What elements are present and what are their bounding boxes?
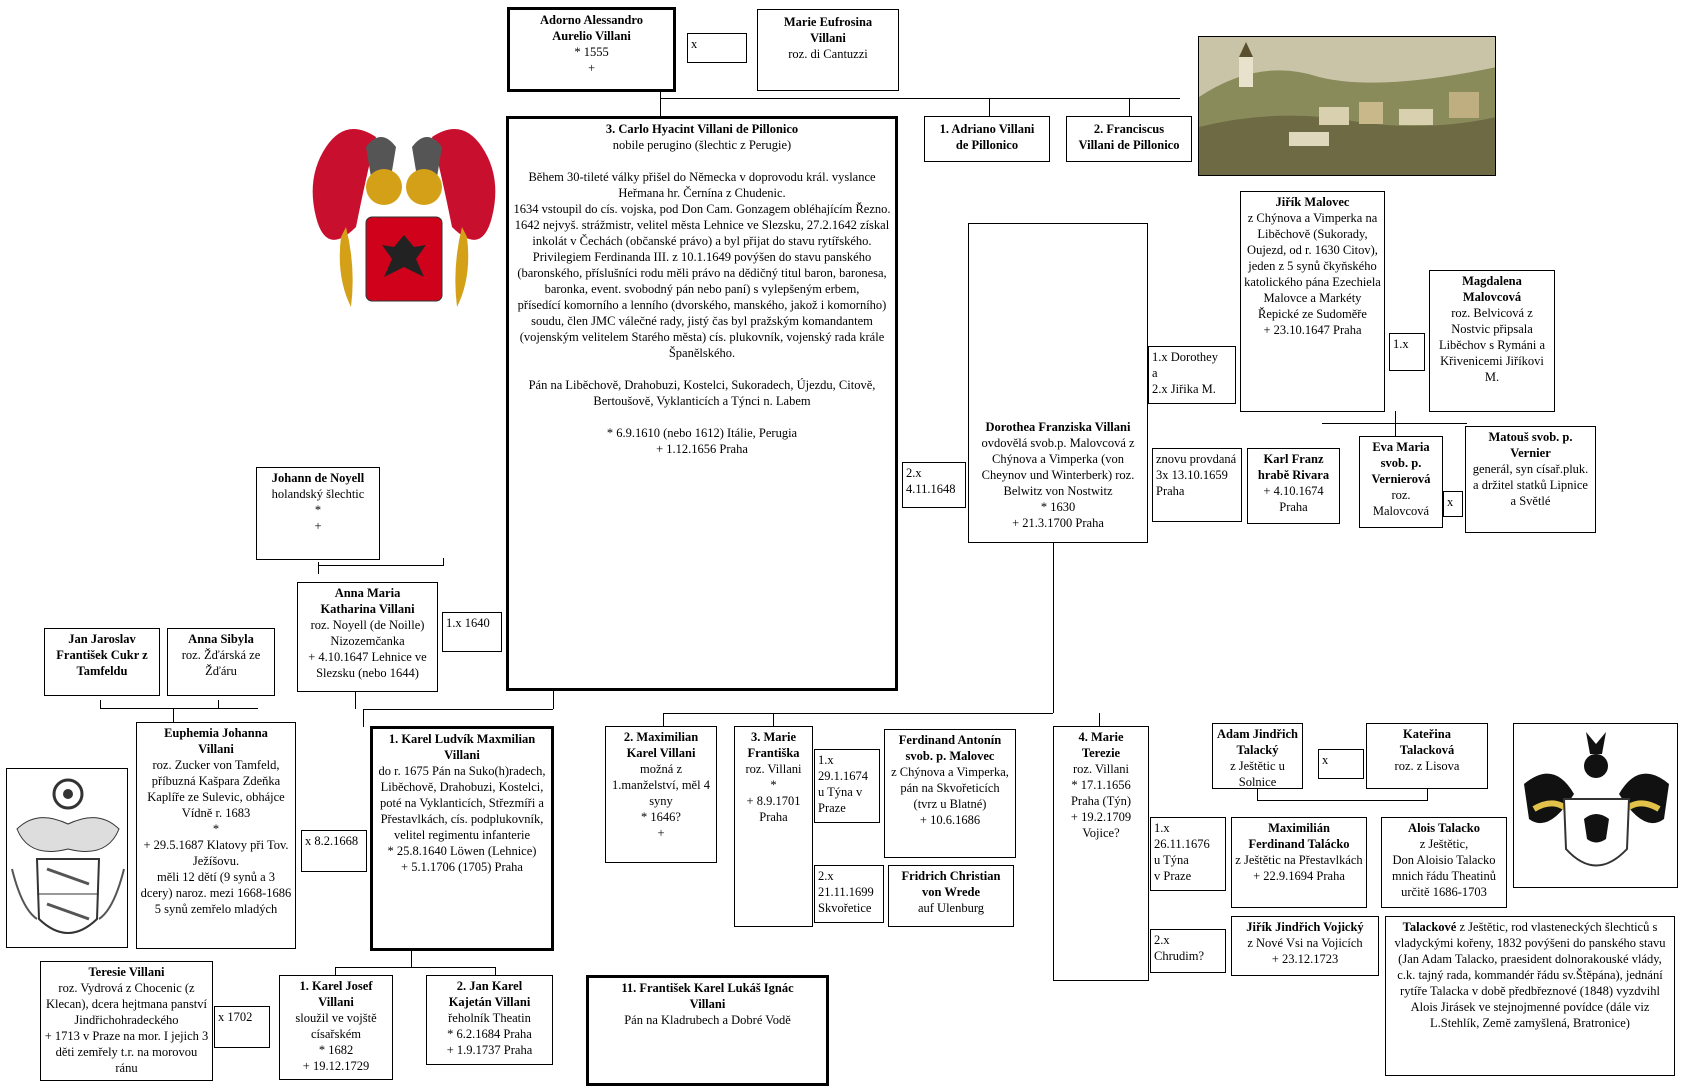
line-carlo-children-v bbox=[553, 691, 554, 709]
line-frantiska-up bbox=[773, 713, 774, 727]
person-name: Kateřina Talacková bbox=[1399, 727, 1455, 757]
family-name: Talackové bbox=[1402, 920, 1457, 934]
person-details: roz. di Cantuzzi bbox=[788, 47, 868, 61]
person-details: roz. Noyell (de Noille) Nizozemčanka + 4.10.1647 Lehnice ve Slezsku (nebo 1644) bbox=[308, 618, 427, 680]
person-jan-karel bbox=[426, 975, 553, 1065]
line-maxkarel-up bbox=[663, 713, 664, 727]
person-name: 3. Marie Františka bbox=[747, 730, 800, 760]
person-details: roz. Žďárská ze Žďáru bbox=[181, 648, 261, 678]
line-malovec-v bbox=[1395, 411, 1396, 437]
person-details bbox=[1389, 919, 1671, 1031]
person-name: 2. Franciscus Villani de Pillonico bbox=[1078, 122, 1180, 152]
person-details: + 4.10.1674 Praha bbox=[1263, 484, 1324, 514]
line-karel-children-h bbox=[335, 967, 495, 968]
person-name: Teresie Villani bbox=[88, 965, 165, 979]
person-name: 2. Jan Karel Kajetán Villani bbox=[448, 979, 531, 1009]
person-ferdinand-antonin bbox=[884, 729, 1016, 858]
marriage-terezie-1: 1.x 26.11.1676 u Týna v Praze bbox=[1150, 817, 1226, 891]
person-anna-maria bbox=[297, 582, 438, 692]
line-parents-stem bbox=[660, 88, 661, 116]
person-name: Marie Eufrosina Villani bbox=[783, 15, 873, 45]
marriage-terezie-2: 2.x Chrudim? bbox=[1150, 929, 1226, 973]
line-talacky-v2 bbox=[1427, 788, 1428, 801]
person-name: 3. Carlo Hyacint Villani de Pillonico bbox=[605, 122, 799, 136]
marriage-adorno: x bbox=[687, 33, 747, 63]
cukr-coat-of-arms-icon bbox=[7, 769, 128, 948]
person-details: z Nové Vsi na Vojicích + 23.12.1723 bbox=[1247, 936, 1363, 966]
person-alois bbox=[1381, 817, 1507, 908]
person-details: roz. z Lisova bbox=[1394, 759, 1460, 773]
marriage-rivara: znovu provdaná 3x 13.10.1659 Praha bbox=[1152, 448, 1242, 522]
person-marie-terezie bbox=[1053, 726, 1149, 981]
person-details: z Ještětic u Solnice bbox=[1230, 759, 1285, 789]
talacko-coat-of-arms-icon bbox=[1514, 724, 1678, 888]
talacko-coat-of-arms-image bbox=[1513, 723, 1678, 888]
person-euphemia bbox=[136, 722, 296, 949]
town-landscape-icon bbox=[1199, 37, 1496, 176]
line-noyell-down bbox=[318, 562, 319, 574]
person-name: Alois Talacko bbox=[1408, 821, 1480, 835]
person-details: sloužil ve vojště císařském * 1682 + 19.12.1729 bbox=[295, 1011, 377, 1073]
marriage-frantiska-1: 1.x 29.1.1674 u Týna v Praze bbox=[814, 749, 880, 823]
line-cukr-l bbox=[100, 700, 101, 709]
person-jirik-vojicky bbox=[1231, 916, 1379, 976]
person-details: ovdovělá svob.p. Malovcová z Chýnova a Vimperka (von Cheynov und Winterberk) roz. Belwitz von Nostwitz * 1630 + 21.3.1700 Praha bbox=[981, 436, 1135, 530]
person-magdalena bbox=[1429, 270, 1555, 412]
person-details: roz. Belvicová z Nostvic připsala Liběchov s Rymáni a Křivenicemi Jiříkovi M. bbox=[1438, 306, 1546, 384]
person-eufrosina bbox=[757, 9, 899, 91]
line-anna-down bbox=[355, 691, 356, 709]
person-name: Jan Jaroslav František Cukr z Tamfeldu bbox=[56, 632, 148, 678]
line-karel-children-v bbox=[411, 951, 412, 967]
person-karel-ludvik bbox=[370, 726, 554, 951]
person-details: z Ještětic na Přestavlkách + 22.9.1694 Praha bbox=[1235, 853, 1363, 883]
person-name: Adorno Alessandro Aurelio Villani bbox=[540, 13, 643, 43]
person-name: Jiřík Jindřich Vojický bbox=[1246, 920, 1364, 934]
line-karel-down bbox=[363, 709, 364, 727]
person-details: auf Ulenburg bbox=[917, 901, 985, 915]
line-cukr-h bbox=[100, 708, 258, 709]
marriage-frantiska-2: 2.x 21.11.1699 Skvořetice bbox=[814, 865, 884, 923]
person-name: Maximilián Ferdinand Talácko bbox=[1248, 821, 1350, 851]
person-details: holandský šlechtic * + bbox=[271, 487, 365, 533]
person-name: 2. Maximilian Karel Villani bbox=[623, 730, 699, 760]
person-maximilian-karel bbox=[605, 726, 717, 863]
person-details: Pán na Kladrubech a Dobré Vodě bbox=[624, 1013, 791, 1027]
person-details: z Chýnova a Vimperka, pán na Skvořeticích (tvrz u Blatné) + 10.6.1686 bbox=[891, 765, 1009, 827]
person-adam-talacky bbox=[1212, 723, 1303, 789]
cukr-coat-of-arms-image bbox=[6, 768, 128, 948]
person-dorothea bbox=[968, 223, 1148, 543]
person-teresie bbox=[40, 961, 213, 1081]
person-name: Matouš svob. p. Vernier bbox=[1488, 430, 1573, 460]
person-details: možná z 1.manželství, měl 4 syny * 1646? + bbox=[612, 762, 710, 840]
person-name: 1. Karel Ludvík Maxmilian Villani bbox=[388, 732, 536, 762]
person-name: Adam Jindřich Talacký bbox=[1217, 727, 1298, 757]
person-name: 11. František Karel Lukáš Ignác Villani bbox=[621, 981, 794, 1011]
person-jan-jaroslav bbox=[44, 628, 160, 696]
person-details: roz. Zucker von Tamfeld, příbuzná Kašpara Zdeňka Kaplíře ze Sulevic, obhájce Vídně r. 1683 * + 29.5.1687 Klatovy při Tov. Ježíšovu. měli 12 dětí (9 synů a 3 dcery) naroz. mezi 1668-1686 5 synů zemřelo mladých bbox=[140, 758, 292, 916]
marriage-anna: 1.x 1640 bbox=[442, 612, 502, 652]
person-details: generál, syn císař.pluk. a držitel statků Lipnice a Světlé bbox=[1472, 462, 1589, 508]
person-anna-sibyla bbox=[167, 628, 275, 696]
person-details: do r. 1675 Pán na Suko(h)radech, Liběchově, Drahobuzi, Kostelci, poté na Vyklanticích, Střezmíři a Přestavlkách, cís. podplukovník, velitel regimentu infanterie * 25.8.1640 Löwen (Lehnice) + 5.1.1706 (1705) Praha bbox=[378, 764, 546, 874]
line-siblings bbox=[660, 98, 1180, 99]
line-carlo-children-h bbox=[363, 709, 553, 710]
marriage-magdalena: 1.x bbox=[1389, 333, 1425, 371]
villani-coat-of-arms-image bbox=[306, 117, 502, 321]
marriage-vernier: x bbox=[1443, 491, 1463, 517]
person-frantisek-karel bbox=[586, 975, 829, 1086]
person-details: roz. Malovcová bbox=[1372, 488, 1430, 518]
person-name: Eva Maria svob. p. Vernierová bbox=[1371, 440, 1431, 486]
person-details: roz. Villani * 17.1.1656 Praha (Týn) + 19.2.1709 Vojice? bbox=[1070, 762, 1132, 840]
person-name: Karl Franz hrabě Rivara bbox=[1257, 452, 1330, 482]
person-karl-franz bbox=[1247, 448, 1340, 524]
person-fridrich bbox=[888, 865, 1014, 927]
person-name: Johann de Noyell bbox=[271, 471, 365, 485]
person-eva bbox=[1359, 436, 1443, 528]
marriage-talacky: x bbox=[1318, 749, 1364, 779]
line-terezie-up bbox=[1099, 713, 1100, 727]
person-details: roz. Villani * + 8.9.1701 Praha bbox=[745, 762, 802, 824]
person-name: Anna Sibyla bbox=[188, 632, 254, 646]
person-katerina bbox=[1366, 723, 1488, 789]
person-name: Dorothea Franziska Villani bbox=[985, 420, 1131, 434]
person-jirik-malovec bbox=[1240, 191, 1385, 412]
marriage-euphemia: x 8.2.1668 bbox=[301, 830, 367, 872]
person-details: z Ještětic, Don Aloisio Talacko mnich řádu Theatinů určitě 1686-1703 bbox=[1392, 837, 1496, 899]
person-karel-josef bbox=[279, 975, 393, 1080]
person-adriano bbox=[924, 116, 1050, 162]
person-johann-noyell bbox=[256, 467, 380, 560]
person-name: Ferdinand Antonín svob. p. Malovec bbox=[898, 733, 1002, 763]
person-name: Jiřík Malovec bbox=[1275, 195, 1350, 209]
person-name: Euphemia Johanna Villani bbox=[164, 726, 268, 756]
person-name: Magdalena Malovcová bbox=[1462, 274, 1522, 304]
person-maximilian-f bbox=[1231, 817, 1367, 908]
line-dorothea-down bbox=[1053, 543, 1054, 713]
person-adorno bbox=[507, 7, 676, 92]
person-name: 4. Marie Terezie bbox=[1078, 730, 1124, 760]
person-talackove bbox=[1385, 916, 1675, 1076]
town-view-image bbox=[1198, 36, 1496, 176]
line-noyell-h bbox=[318, 565, 443, 566]
line-talacky-v1 bbox=[1257, 788, 1258, 801]
villani-coat-of-arms-icon bbox=[306, 117, 502, 321]
line-dorothea-children bbox=[663, 713, 1053, 714]
person-details: řeholník Theatin * 6.2.1684 Praha + 1.9.1737 Praha bbox=[446, 1011, 533, 1057]
person-name: 1. Adriano Villani de Pillonico bbox=[939, 122, 1035, 152]
marriage-carlo-dorothea: 2.x 4.11.1648 bbox=[902, 462, 966, 508]
line-noyell-h2 bbox=[443, 558, 444, 566]
person-marie-frantiska bbox=[734, 726, 813, 927]
person-details: nobile perugino (šlechtic z Perugie) Během 30-tileté války přišel do Německa v doprovodu král. vyslance Heřmana hr. Černína z Chudenic. 1634 vstoupil do cís. vojska, pod Don Cam. Gonzagem obléhajícím Řezno. 1642 nejvyš. strážmistr, velitel města Lehnice ve Slezsku, 27.2.1642 získal inkolát v Čechách (občanské právo) a byl přijat do stavu rytířského. Privilegiem Ferdinanda III. z 10.1.1649 povýšen do stavu panského (baronského, příslušníci rodu měli právo na dědičný titul baron, baronesa, baronka, event. svobodný pán nebo paní) s vylepšeným erbem, přísedící komorního a lenního (dvorského, manského, jakož i komorního) soudu, člen JMC válečné rady, jistý čas byl pražským komandantem (vojenským velitelem Starého města) cís. plukovník, vojenský rada krále Španělského. Pán na Liběchově, Drahobuzi, Kostelci, Sukoradech, Újezdu, Citově, Bertoušově, Vyklanticích a Týnci n. Labem * 6.9.1610 (nebo 1612) Itálie, Perugia + 1.12.1656 Praha bbox=[513, 138, 891, 456]
person-name: 1. Karel Josef Villani bbox=[299, 979, 373, 1009]
person-details: * 1555 + bbox=[574, 45, 609, 75]
person-details: roz. Vydrová z Chocenic (z Klecan), dcera hejtmana panství Jindřichohradeckého + 1713 v Praze na mor. I jejich 3 děti zemřely t.r. na morovou ránu bbox=[44, 981, 209, 1075]
line-cukr-down bbox=[173, 708, 174, 723]
person-name: Fridrich Christian von Wrede bbox=[901, 869, 1001, 899]
person-matous bbox=[1465, 426, 1596, 533]
person-franciscus bbox=[1066, 116, 1192, 162]
line-cukr-r bbox=[218, 700, 219, 709]
marriage-teresie: x 1702 bbox=[214, 1006, 270, 1048]
marriage-dorothea: 1.x Dorothey a 2.x Jiřika M. bbox=[1148, 346, 1236, 404]
family-description: z Ještětic, rod vlasteneckých šlechticů s vladyckými kořeny, 1832 povýšeni do panského stavu (Jan Adam Talacko, praesident dolnorakouské vlády, c.k. tajný rada, kommandér řádu sv.Štěpána), jednání rytíře Talacka v době předbřeznové (1848) vyzdvihl Alois Jirásek ve stejnojmenné povídce (dále viz L.Stehlík, Země zamyšlená, Bratronice) bbox=[1394, 920, 1666, 1030]
person-carlo bbox=[506, 116, 898, 691]
person-name: Anna Maria Katharina Villani bbox=[320, 586, 415, 616]
line-talacky-h bbox=[1257, 800, 1427, 801]
person-details: z Chýnova a Vimperka na Liběchově (Sukorady, Oujezd, od r. 1630 Citov), jeden z 5 synů čkyňského katolického pána Ezechiela Malovce a Markéty Řepické ze Sudoměře + 23.10.1647 Praha bbox=[1244, 211, 1381, 337]
